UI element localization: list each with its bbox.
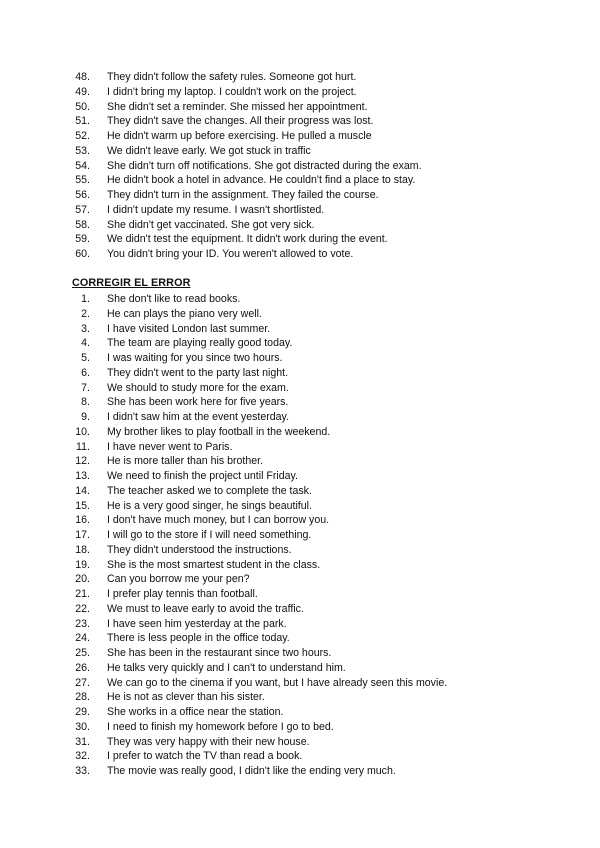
- item-text: He didn't warm up before exercising. He pulled a muscle: [107, 130, 372, 142]
- item-text: He can plays the piano very well.: [107, 307, 262, 320]
- item-text: My brother likes to play football in the weekend.: [107, 425, 331, 438]
- item-number: 2.: [81, 307, 90, 320]
- item-number: 4.: [81, 337, 90, 350]
- section-heading: CORREGIR EL ERROR: [72, 277, 191, 289]
- item-text: We can go to the cinema if you want, but I have already seen this movie.: [107, 676, 448, 689]
- item-text: I was waiting for you since two hours.: [107, 352, 283, 364]
- item-text: I don't have much money, but I can borrow you.: [107, 514, 330, 527]
- item-number: 58.: [75, 218, 90, 231]
- item-number: 59.: [75, 233, 90, 246]
- item-number: 15.: [75, 499, 90, 512]
- item-text: Can you borrow me your pen?: [107, 573, 250, 586]
- item-text: There is less people in the office today.: [107, 632, 290, 645]
- item-text: We didn't leave early. We got stuck in traffic: [107, 144, 311, 157]
- item-text: She has been in the restaurant since two hours.: [107, 647, 332, 659]
- item-text: The team are playing really good today.: [107, 337, 293, 350]
- item-number: 13.: [75, 470, 90, 482]
- item-text: He is a very good singer, he sings beautiful.: [107, 499, 312, 512]
- item-text: He didn't book a hotel in advance. He couldn't find a place to stay.: [107, 174, 416, 187]
- item-number: 33.: [75, 765, 90, 777]
- item-text: The teacher asked we to complete the task.: [107, 484, 312, 497]
- item-number: 29.: [75, 706, 90, 718]
- item-number: 52.: [75, 130, 90, 142]
- item-number: 17.: [75, 529, 90, 541]
- item-number: 5.: [81, 352, 90, 364]
- item-text: They didn't understood the instructions.: [107, 543, 292, 556]
- item-number: 21.: [75, 588, 90, 600]
- item-number: 27.: [75, 676, 90, 689]
- item-text: I didn't saw him at the event yesterday.: [107, 411, 290, 423]
- item-number: 19.: [75, 558, 90, 571]
- item-text: I have seen him yesterday at the park.: [107, 617, 287, 630]
- item-number: 8.: [81, 396, 90, 409]
- item-text: I will go to the store if I will need something.: [107, 529, 312, 541]
- item-number: 32.: [75, 750, 90, 763]
- item-text: I prefer to watch the TV than read a book.: [107, 750, 303, 763]
- item-text: I didn't bring my laptop. I couldn't work on the project.: [107, 85, 357, 98]
- item-number: 57.: [75, 203, 90, 216]
- item-text: She is the most smartest student in the class.: [107, 558, 321, 571]
- item-number: 55.: [75, 174, 90, 187]
- item-number: 31.: [75, 735, 90, 748]
- item-text: They didn't turn in the assignment. They failed the course.: [107, 189, 379, 201]
- item-text: I have never went to Paris.: [107, 440, 233, 453]
- item-text: She didn't get vaccinated. She got very sick.: [107, 218, 315, 231]
- item-number: 49.: [75, 85, 90, 98]
- item-number: 14.: [75, 484, 90, 497]
- item-text: I didn't update my resume. I wasn't shortlisted.: [107, 203, 325, 216]
- item-number: 23.: [75, 617, 90, 630]
- item-number: 51.: [75, 115, 90, 128]
- item-number: 10.: [75, 425, 90, 438]
- item-number: 20.: [75, 573, 90, 586]
- item-text: She works in a office near the station.: [107, 706, 284, 718]
- item-text: She don't like to read books.: [107, 293, 241, 305]
- item-text: I need to finish my homework before I go to bed.: [107, 720, 334, 733]
- item-number: 18.: [75, 543, 90, 556]
- item-number: 50.: [75, 100, 90, 113]
- item-text: I prefer play tennis than football.: [107, 588, 258, 600]
- item-text: The movie was really good, I didn't like the ending very much.: [107, 765, 396, 777]
- item-number: 11.: [76, 440, 90, 453]
- item-number: 25.: [75, 647, 90, 659]
- item-text: We need to finish the project until Friday.: [107, 470, 298, 482]
- item-text: We should to study more for the exam.: [107, 381, 289, 394]
- item-number: 3.: [81, 322, 90, 335]
- item-text: You didn't bring your ID. You weren't allowed to vote.: [107, 248, 354, 260]
- item-text: He talks very quickly and I can't to understand him.: [107, 661, 346, 674]
- item-text: He is more taller than his brother.: [107, 455, 264, 468]
- item-text: They didn't follow the safety rules. Someone got hurt.: [107, 71, 357, 83]
- item-number: 6.: [81, 366, 90, 379]
- item-text: I have visited London last summer.: [107, 322, 271, 335]
- item-number: 7.: [81, 381, 90, 394]
- item-number: 12.: [75, 455, 90, 468]
- item-text: They didn't went to the party last night.: [107, 366, 289, 379]
- item-number: 24.: [75, 632, 90, 645]
- item-number: 1.: [81, 293, 90, 305]
- item-number: 22.: [75, 602, 90, 615]
- item-number: 60.: [75, 248, 90, 260]
- item-number: 48.: [75, 71, 90, 83]
- item-text: She didn't turn off notifications. She got distracted during the exam.: [107, 159, 422, 172]
- item-text: We must to leave early to avoid the traffic.: [107, 602, 304, 615]
- item-number: 56.: [75, 189, 90, 201]
- item-text: She didn't set a reminder. She missed her appointment.: [107, 100, 368, 113]
- item-text: They was very happy with their new house.: [107, 735, 310, 748]
- item-number: 16.: [75, 514, 90, 527]
- item-number: 30.: [75, 720, 90, 733]
- item-number: 53.: [75, 144, 90, 157]
- item-number: 26.: [75, 661, 90, 674]
- item-text: We didn't test the equipment. It didn't work during the event.: [107, 233, 388, 246]
- item-text: She has been work here for five years.: [107, 396, 289, 409]
- item-text: They didn't save the changes. All their progress was lost.: [107, 115, 374, 128]
- item-number: 28.: [75, 691, 90, 704]
- item-number: 54.: [75, 159, 90, 172]
- item-text: He is not as clever than his sister.: [107, 691, 265, 704]
- item-number: 9.: [81, 411, 90, 423]
